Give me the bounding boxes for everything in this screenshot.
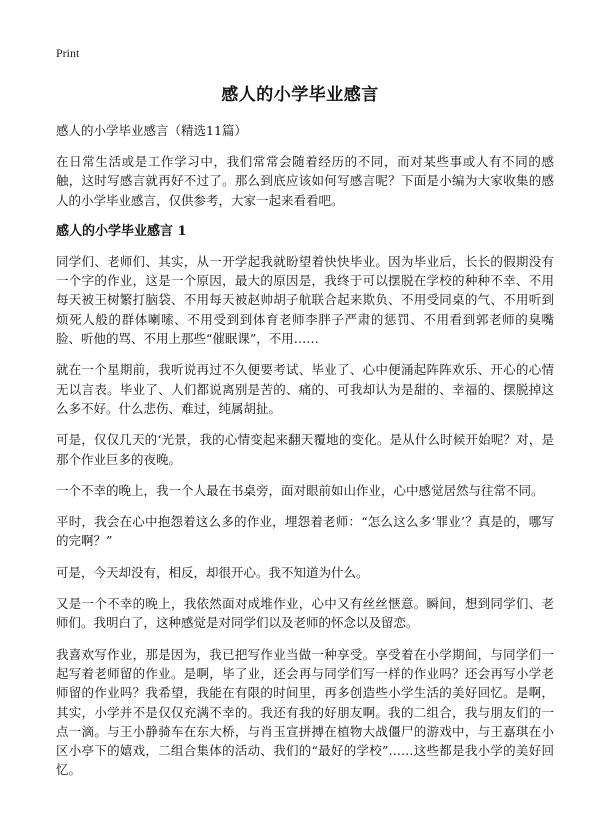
body-paragraph: 可是，今天却没有，相反，却很开心。我不知道为什么。 (56, 564, 369, 580)
print-label[interactable]: Print (56, 46, 80, 60)
document-title: 感人的小学毕业感言 (221, 85, 379, 105)
body-paragraph: 同学们、老师们、其实，从一开学起我就盼望着快快毕业。因为毕业后，长长的假期没有一个字的作业，这是一个原因，最大的原因是，我终于可以摆脱在学校的种种不幸、不用每天被王树繁打脑袋、不用每天被赵帅胡子航联合起来欺负、不用受同桌的气、不用听到烦死人般的群体喇嗦、不用受到到体育老师李胖子严肃的惩罚、不用看到郭老师的臭嘴脸、听他的骂、不用上那些“催眠课”，不用…… (56, 253, 554, 347)
intro-paragraph: 在日常生活或是工作学习中，我们常常会随着经历的不同，而对某些事或人有不同的感触，这时写感言就再好不过了。那么到底应该如何写感言呢？下面是小编为大家收集的感人的小学毕业感言，仅供参考，大家一起来看看吧。 (56, 154, 554, 208)
body-paragraph: 可是，仅仅几天的‘光景，我的心情变起来翻天覆地的变化。是从什么时候开始呢？对，是那个作业巨多的夜晚。 (56, 432, 554, 467)
body-paragraph: 平时，我会在心中抱怨着这么多的作业，埋怨着老师：“怎么这么多‘罪业’？真是的，哪写的完啊？” (56, 514, 554, 549)
document-body (56, 121, 554, 792)
body-paragraph: 就在一个星期前，我听说再过不久便要考试、毕业了、心中便涌起阵阵欢乐、开心的心情无以言表。毕业了、人们都说离别是苦的、痛的、可我却认为是甜的、幸福的、摆脱掉这么多不好。什么悲伤、难过，纯属胡扯。 (56, 362, 554, 416)
document-subtitle: 感人的小学毕业感言（精选11篇） (56, 123, 247, 138)
body-paragraph: 又是一个不幸的晚上，我依然面对成堆作业，心中又有丝丝惬意。瞬间，想到同学们、老师们。我明白了，这种感觉是对同学们以及老师的怀念以及留恋。 (56, 596, 554, 631)
body-paragraph: 一个不幸的晚上，我一个人最在书桌旁，面对眼前如山作业，心中感觉居然与往常不同。 (56, 482, 544, 498)
section-heading: 感人的小学毕业感言 1 (56, 223, 187, 239)
body-paragraph: 我喜欢写作业，那是因为，我已把写作业当做一种享受。享受着在小学期间，与同学们一起写着老师留的作业。是啊，毕了业，还会再与同学们写一样的作业吗？还会再写小学老师留的作业吗？我希望，我能在有限的时间里，再多创造些小学生活的美好回忆。是啊，其实，小学并不是仅仅充满不幸的。我还有我的好朋友啊。我的二组合，我与朋友们的一点一滴。与王小静骑车在东大桥，与肖玉宣拼搏在植物大战僵尸的游戏中，与王嘉琪在小区小亭下的嬉戏，二组合集体的活动、我们的“最好的学校”……这些都是我小学的美好回忆。 (56, 646, 554, 778)
